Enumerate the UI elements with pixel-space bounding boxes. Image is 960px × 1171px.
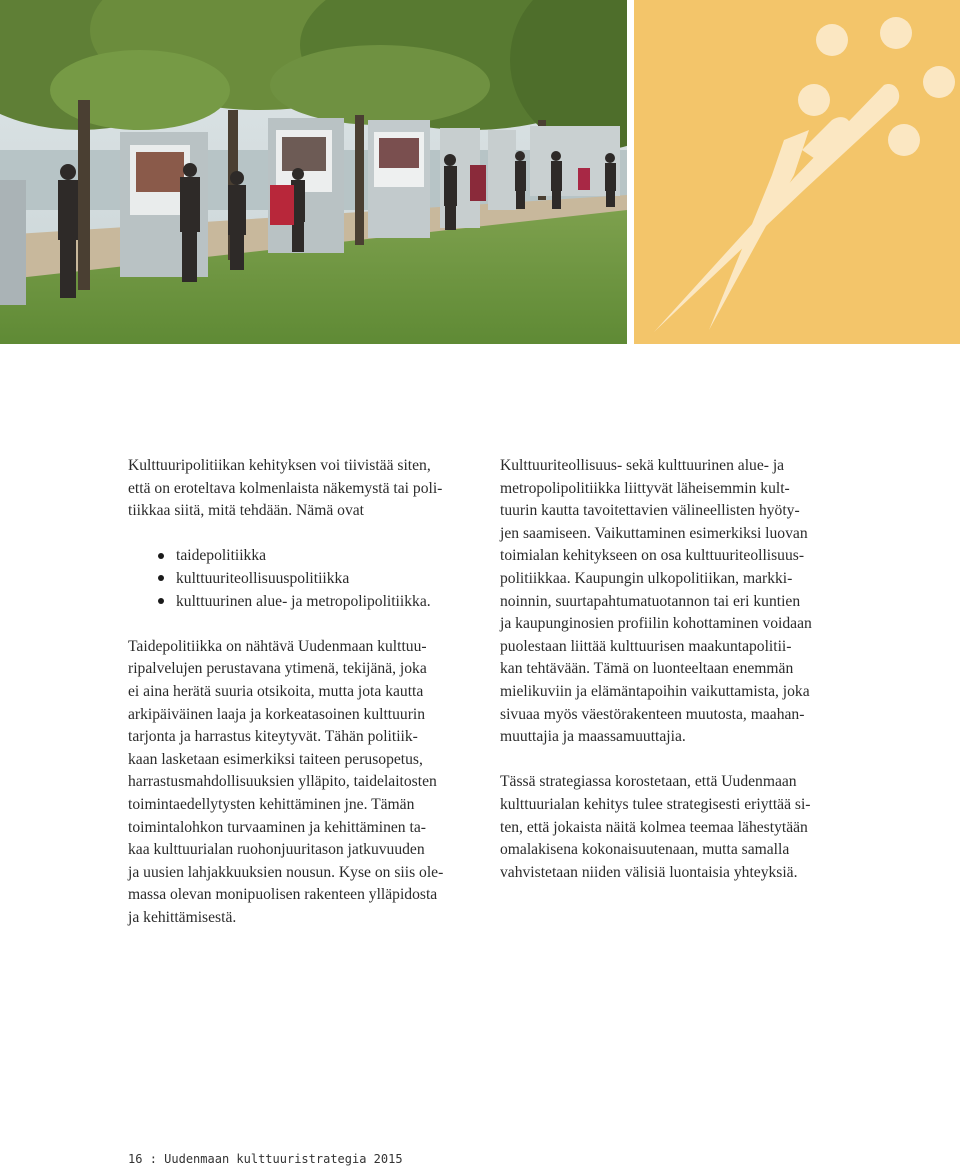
list-item: taidepolitiikka (128, 545, 473, 568)
left-column (128, 455, 473, 952)
policy-list (128, 545, 473, 613)
park-exhibition-photo (0, 0, 627, 344)
footer-separator: : (149, 1152, 157, 1166)
accent-panel (634, 0, 960, 344)
list-item: kulttuurinen alue- ja metropolipolitiikka. (128, 591, 473, 614)
list-item: kulttuuriteollisuuspolitiikka (128, 568, 473, 591)
brush-scissors-icon (634, 0, 960, 344)
page-footer (128, 1152, 403, 1166)
industry-policy-paragraph: Kulttuuriteollisuus- sekä kulttuurinen alue- ja metropolipolitiikka liittyvät läheisemmin kult- tuurin kautta tavoitettavien välineellisten hyöty- jen saamiseen. Vaikuttaminen esimerkiksi luovan toimialan kehitykseen on osa kulttuuriteollisuus- politiikkaa. Kaupungin ulkopolitiikan, markki- noinnin, suurtapahtumatuotannon tai eri kuntien ja kaupunginosien profiilin kohottaminen voidaan puolestaan liittää kulttuurisen maakuntapolitii- kan tehtävään. Tämä on luonteeltaan enemmän mielikuviin ja elämäntapoihin vaikuttamista, joka sivuaa myös väestörakenteen muutosta, maahan- muuttajia ja maassamuuttajia. (500, 457, 812, 746)
publication-title: Uudenmaan kulttuuristrategia 2015 (164, 1152, 403, 1166)
photo-illustration (0, 0, 627, 344)
page-number: 16 (128, 1152, 143, 1166)
art-policy-paragraph: Taidepolitiikka on nähtävä Uudenmaan kulttuu- ripalvelujen perustavana ytimenä, tekijänä, joka ei aina herätä suuria otsikoita, mutta jota kautta arkipäiväinen laaja ja korkeatasoinen kulttuurin tarjonta ja harrastus kiteytyvät. Tähän politiik- kaan lasketaan esimerkiksi taiteen perusopetus, harrastusmahdollisuuksien ylläpito, taidelaitosten toimintaedellytysten kehittäminen jne. Tämän toimintalohkon turvaaminen ja kehittäminen ta- kaa kulttuurialan ruohonjuuritason jatkuvuuden ja uusien lahjakkuuksien nousun. Kyse on siis ole- massa olevan monipuolisen rakenteen ylläpidosta ja kehittämisestä. (128, 637, 444, 926)
right-column (500, 455, 850, 907)
strategy-paragraph: Tässä strategiassa korostetaan, että Uudenmaan kulttuurialan kehitys tulee strategisesti eriyttää si- ten, että jokaista näitä kolmea teemaa lähestytään omalakisena kokonaisuutenaan, mutta samalla vahvistetaan niiden välisiä luontaisia yhteyksiä. (500, 773, 811, 881)
intro-paragraph: Kulttuuripolitiikan kehityksen voi tiivistää siten, että on eroteltava kolmenlaista näkemystä tai poli- tiikkaa siitä, mitä tehdään. Nämä ovat (128, 457, 443, 520)
